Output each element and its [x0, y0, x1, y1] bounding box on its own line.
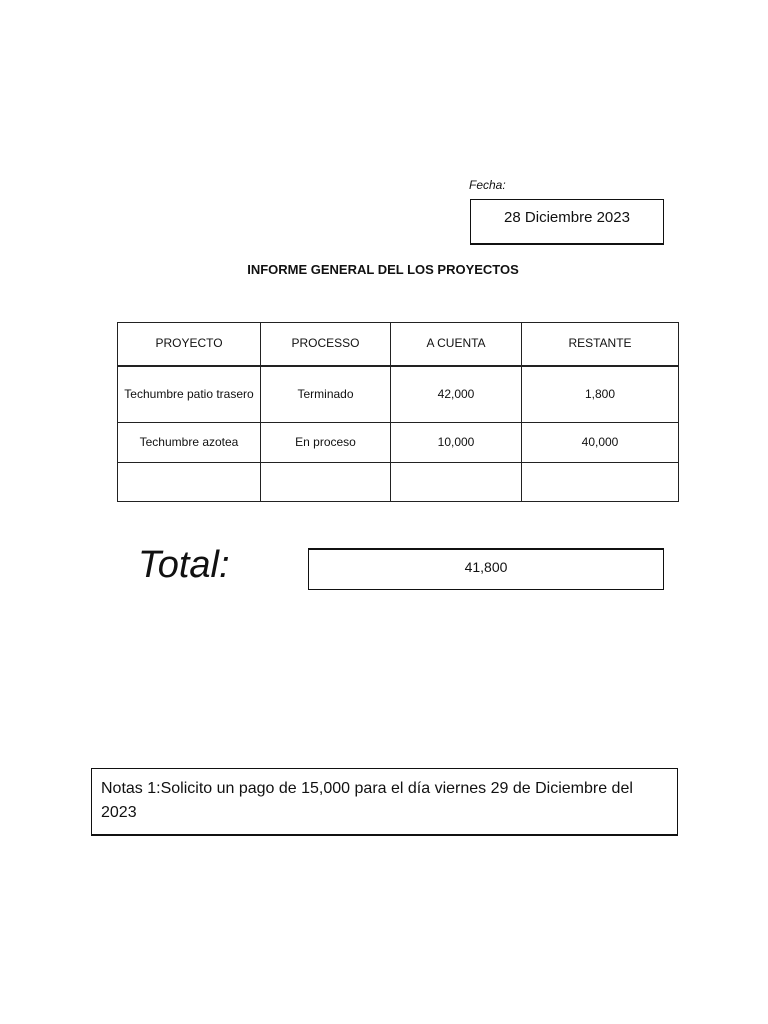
cell-processo [261, 463, 391, 502]
projects-table [117, 322, 679, 502]
header-a-cuenta: A CUENTA [391, 323, 522, 366]
cell-a-cuenta [391, 463, 522, 502]
date-label: Fecha: [469, 178, 506, 192]
cell-proyecto: Techumbre patio trasero [118, 366, 261, 423]
cell-processo: En proceso [261, 423, 391, 463]
notes-text: Notas 1:Solicito un pago de 15,000 para el día viernes 29 de Diciembre del 2023 [101, 780, 633, 821]
table-row-empty [118, 463, 679, 502]
table-header-row [118, 323, 679, 366]
header-restante: RESTANTE [522, 323, 679, 366]
table-row [118, 423, 679, 463]
date-box [470, 199, 664, 245]
total-label: Total: [138, 544, 230, 586]
report-title: INFORME GENERAL DEL LOS PROYECTOS [247, 262, 519, 277]
cell-restante [522, 463, 679, 502]
date-value: 28 Diciembre 2023 [504, 209, 630, 226]
total-value: 41,800 [464, 559, 508, 575]
cell-restante: 40,000 [522, 423, 679, 463]
cell-proyecto [118, 463, 261, 502]
notes-box [91, 768, 678, 836]
cell-a-cuenta: 10,000 [391, 423, 522, 463]
total-box [308, 548, 664, 590]
header-proyecto: PROYECTO [118, 323, 261, 366]
header-processo: PROCESSO [261, 323, 391, 366]
cell-restante: 1,800 [522, 366, 679, 423]
cell-processo: Terminado [261, 366, 391, 423]
cell-proyecto: Techumbre azotea [118, 423, 261, 463]
cell-a-cuenta: 42,000 [391, 366, 522, 423]
table-row [118, 366, 679, 423]
